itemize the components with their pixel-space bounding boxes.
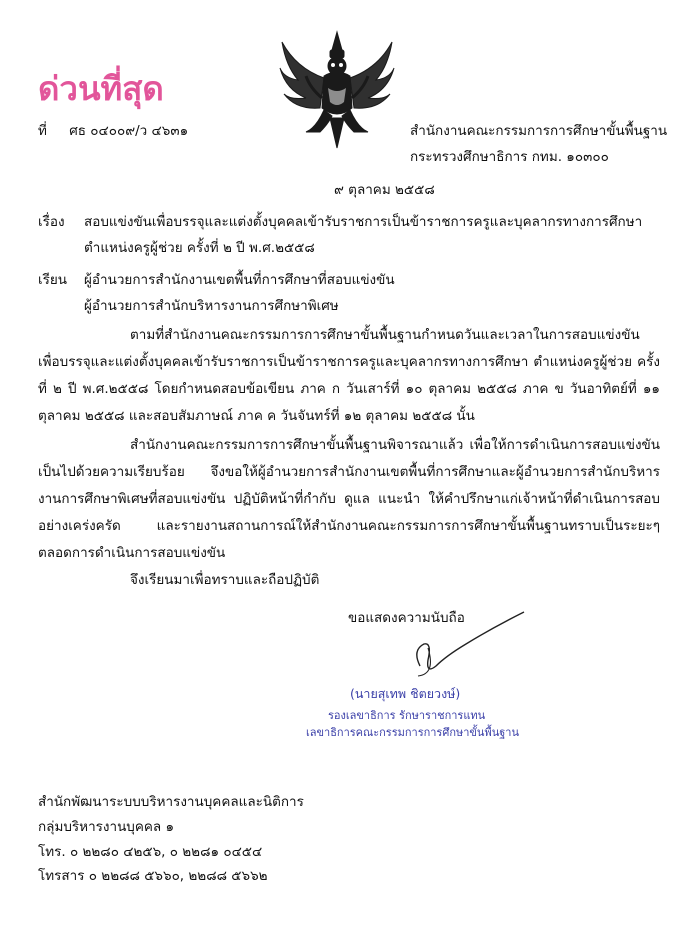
recipient-text-line1: ผู้อำนวยการสำนักงานเขตพื้นที่การศึกษาที่สอบแข่งขัน — [84, 272, 395, 288]
document-number — [38, 119, 188, 141]
signatory-name: (นายสุเทพ ชิตยวงษ์) — [350, 686, 461, 701]
handwritten-signature-icon — [406, 604, 526, 684]
subject-text-line2: ตำแหน่งครูผู้ช่วย ครั้งที่ ๒ ปี พ.ศ.๒๕๕๘ — [84, 240, 315, 256]
recipient-line1 — [38, 268, 395, 290]
garuda-emblem-icon — [276, 28, 398, 152]
subject-label: เรื่อง — [38, 214, 65, 230]
signatory-title-1: รองเลขาธิการ รักษาราชการแทน — [328, 709, 486, 722]
issuing-office-line2: กระทรวงศึกษาธิการ กทม. ๑๐๓๐๐ — [410, 149, 609, 165]
document-date: ๙ ตุลาคม ๒๕๕๘ — [334, 182, 435, 198]
recipient-text-line2: ผู้อำนวยการสำนักบริหารงานการศึกษาพิเศษ — [84, 298, 339, 314]
signatory-title-2: เลขาธิการคณะกรรมการการศึกษาขั้นพื้นฐาน — [306, 726, 519, 739]
closing-statement: จึงเรียนมาเพื่อทราบและถือปฏิบัติ — [130, 572, 320, 588]
urgency-stamp: ด่วนที่สุด — [38, 69, 164, 108]
subject-text-line1: สอบแข่งขันเพื่อบรรจุและแต่งตั้งบุคคลเข้ารับราชการเป็นข้าราชการครูและบุคลากรทางการศึกษา — [84, 214, 643, 230]
document-number-value: ศธ ๐๔๐๐๙/ว ๔๖๓๑ — [69, 123, 189, 139]
recipient-label: เรียน — [38, 272, 68, 288]
issuing-office-line1: สำนักงานคณะกรรมการการศึกษาขั้นพื้นฐาน — [410, 123, 668, 139]
footer-phone: โทร. ๐ ๒๒๘๐ ๔๒๕๖, ๐ ๒๒๘๑ ๐๔๕๔ — [38, 844, 263, 860]
document-number-label: ที่ — [38, 123, 47, 139]
subject-line1 — [38, 210, 642, 232]
respect-closing: ขอแสดงความนับถือ — [348, 610, 465, 626]
footer-office: สำนักพัฒนาระบบบริหารงานบุคคลและนิติการ — [38, 794, 304, 810]
footer-group: กลุ่มบริหารงานบุคคล ๑ — [38, 819, 175, 835]
body-paragraph-1: ตามที่สำนักงานคณะกรรมการการศึกษาขั้นพื้นฐานกำหนดวันและเวลาในการสอบแข่งขันเพื่อบรรจุและแต่งตั้งบุคคลเข้ารับราชการเป็นข้าราชการครูและบุคลากรทางการศึกษา ตำแหน่งครูผู้ช่วย ครั้งที่ ๒ ปี พ.ศ.๒๕๕๘ โดยกำหนดสอบข้อเขียน ภาค ก วันเสาร์ที่ ๑๐ ตุลาคม ๒๕๕๘ ภาค ข วันอาทิตย์ที่ ๑๑ ตุลาคม ๒๕๕๘ และสอบสัมภาษณ์ ภาค ค วันจันทร์ที่ ๑๒ ตุลาคม ๒๕๕๘ นั้น — [38, 327, 660, 424]
body-paragraph-2: สำนักงานคณะกรรมการการศึกษาขั้นพื้นฐานพิจารณาแล้ว เพื่อให้การดำเนินการสอบแข่งขันเป็นไปด้วยความเรียบร้อย จึงขอให้ผู้อำนวยการสำนักงานเขตพื้นที่การศึกษาและผู้อำนวยการสำนักบริหารงานการศึกษาพิเศษที่สอบแข่งขัน ปฏิบัติหน้าที่กำกับ ดูแล แนะนำ ให้คำปรึกษาแก่เจ้าหน้าที่ดำเนินการสอบอย่างเคร่งครัด และรายงานสถานการณ์ให้สำนักงานคณะกรรมการการศึกษาขั้นพื้นฐานทราบเป็นระยะๆ ตลอดการดำเนินการสอบแข่งขัน — [38, 437, 660, 561]
footer-fax: โทรสาร ๐ ๒๒๘๘ ๕๖๖๐, ๒๒๘๘ ๕๖๖๒ — [38, 868, 268, 884]
